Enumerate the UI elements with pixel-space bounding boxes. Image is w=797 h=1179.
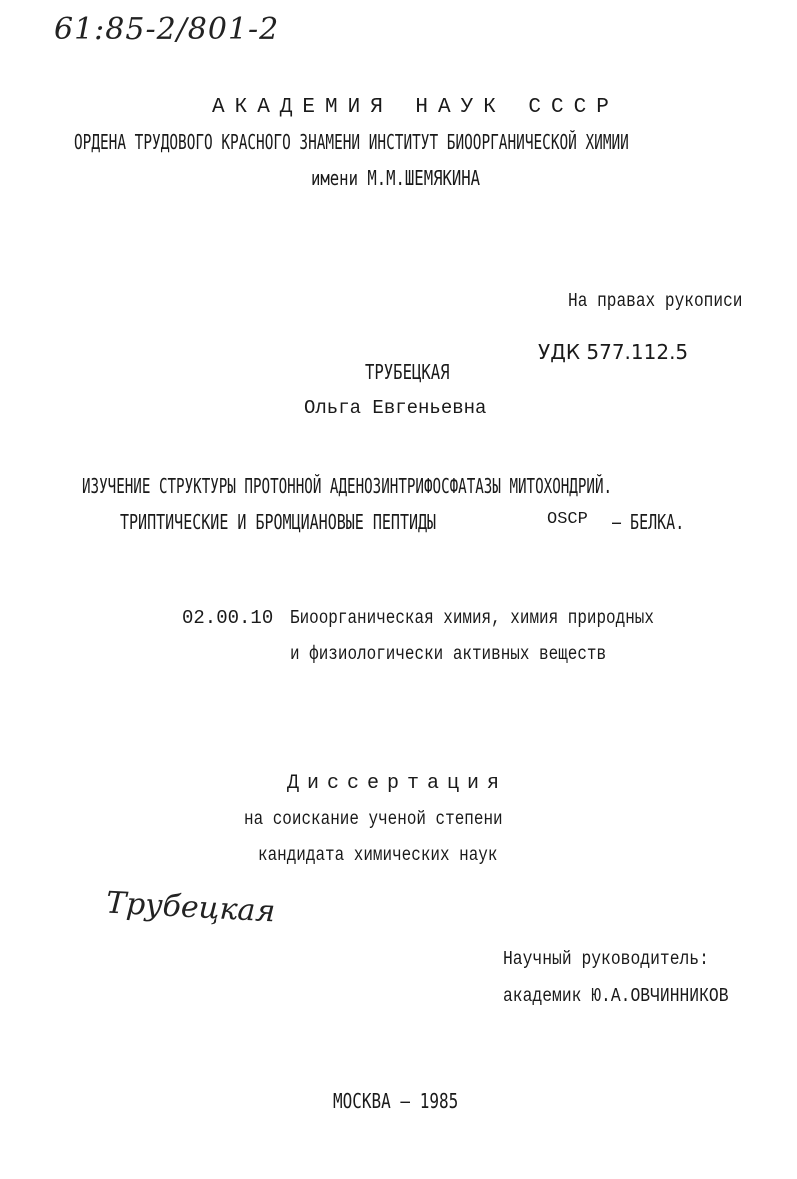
institute-name: ОРДЕНА ТРУДОВОГО КРАСНОГО ЗНАМЕНИ ИНСТИТУТ БИООРГАНИЧЕСКОЙ ХИМИИ: [74, 130, 629, 154]
thesis-title-line-1: ИЗУЧЕНИЕ СТРУКТУРЫ ПРОТОННОЙ АДЕНОЗИНТРИФОСФАТАЗЫ МИТОХОНДРИЙ.: [82, 474, 613, 498]
handwritten-archive-code: 61:85-2/801-2: [54, 12, 280, 47]
thesis-title-line-2: ТРИПТИЧЕСКИЕ И БРОМЦИАНОВЫЕ ПЕПТИДЫ: [120, 510, 437, 534]
academy-title: АКАДЕМИЯ НАУК СССР: [212, 96, 619, 119]
thesis-title-protein: – БЕЛКА.: [612, 510, 685, 534]
degree-line-2: кандидата химических наук: [258, 844, 498, 866]
udk-code: УДК 577.112.5: [538, 340, 689, 364]
city-year: МОСКВА – 1985: [333, 1089, 459, 1113]
author-name: Ольга Евгеньевна: [304, 397, 487, 419]
manuscript-rights: На правах рукописи: [568, 290, 743, 312]
specialty-code: 02.00.10: [182, 607, 274, 629]
institute-named-after: имени М.М.ШЕМЯКИНА: [311, 166, 481, 190]
author-signature: Трубецкая: [105, 885, 277, 930]
thesis-title-oscp: OSCP: [547, 510, 588, 529]
supervisor-label: Научный руководитель:: [503, 948, 709, 970]
specialty-line-2: и физиологически активных веществ: [290, 643, 607, 665]
author-surname: ТРУБЕЦКАЯ: [365, 360, 450, 384]
specialty-line-1: Биоорганическая химия, химия природных: [290, 607, 654, 629]
dissertation-word: Диссертация: [287, 772, 508, 795]
degree-line-1: на соискание ученой степени: [244, 808, 503, 830]
supervisor-name: академик Ю.А.ОВЧИННИКОВ: [503, 985, 729, 1007]
